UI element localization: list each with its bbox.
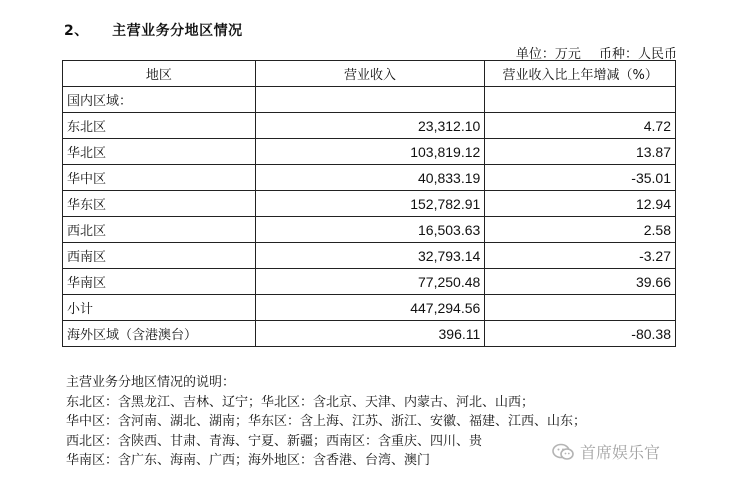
- row-region: 西南区: [63, 243, 256, 269]
- note-line: 东北区：含黑龙江、吉林、辽宁；华北区：含北京、天津、内蒙古、河北、山西；: [66, 394, 535, 410]
- table-row: [63, 217, 676, 243]
- watermark: [552, 440, 660, 463]
- note-line: 华南区：含广东、海南、广西；海外地区：含香港、台湾、澳门: [66, 453, 431, 468]
- regional-revenue-table: [62, 60, 676, 347]
- row-change: -3.27: [485, 243, 676, 269]
- subtotal-change: [485, 295, 676, 321]
- row-revenue: 32,793.14: [255, 243, 485, 269]
- header-change: 营业收入比上年增减（%）: [485, 61, 676, 87]
- subtotal-label: 小计: [63, 295, 256, 321]
- domestic-row: [63, 87, 676, 113]
- table-row: [63, 243, 676, 269]
- row-revenue: 40,833.19: [255, 165, 485, 191]
- section-number: 2、: [64, 23, 89, 39]
- header-region: 地区: [63, 61, 256, 87]
- table-row: [63, 165, 676, 191]
- table-row: [63, 269, 676, 295]
- section-heading: [64, 20, 243, 40]
- domestic-change-empty: [485, 87, 676, 113]
- row-change: 2.58: [485, 217, 676, 243]
- note-line: 华中区：含河南、湖北、湖南；华东区：含上海、江苏、浙江、安徽、福建、江西、山东；: [66, 414, 587, 429]
- table-header-row: [63, 61, 676, 87]
- wechat-icon: [552, 443, 574, 461]
- domestic-revenue-empty: [255, 87, 485, 113]
- row-revenue: 23,312.10: [255, 113, 485, 139]
- row-revenue: 152,782.91: [255, 191, 485, 217]
- row-change: 4.72: [485, 113, 676, 139]
- row-region: 华北区: [63, 139, 256, 165]
- overseas-row: [63, 321, 676, 347]
- row-region: 东北区: [63, 113, 256, 139]
- table-row: [63, 113, 676, 139]
- watermark-text: 首席娱乐官: [580, 443, 661, 462]
- row-change: 12.94: [485, 191, 676, 217]
- row-region: 西北区: [63, 217, 256, 243]
- note-line: 主营业务分地区情况的说明：: [66, 375, 236, 390]
- row-revenue: 103,819.12: [255, 139, 485, 165]
- row-change: 39.66: [485, 269, 676, 295]
- row-region: 华南区: [63, 269, 256, 295]
- row-region: 华东区: [63, 191, 256, 217]
- subtotal-row: [63, 295, 676, 321]
- row-change: 13.87: [485, 139, 676, 165]
- row-revenue: 16,503.63: [255, 217, 485, 243]
- unit-label: 单位：万元: [515, 47, 581, 62]
- row-revenue: 77,250.48: [255, 269, 485, 295]
- overseas-region: 海外区域（含港澳台）: [63, 321, 256, 347]
- table-row: [63, 139, 676, 165]
- overseas-change: -80.38: [485, 321, 676, 347]
- section-title: 主营业务分地区情况: [112, 23, 243, 39]
- overseas-revenue: 396.11: [255, 321, 485, 347]
- row-region: 华中区: [63, 165, 256, 191]
- note-line: 西北区：含陕西、甘肃、青海、宁夏、新疆；西南区：含重庆、四川、贵: [66, 433, 483, 449]
- row-change: -35.01: [485, 165, 676, 191]
- subtotal-revenue: 447,294.56: [255, 295, 485, 321]
- header-revenue: 营业收入: [255, 61, 485, 87]
- region-notes: [66, 373, 586, 471]
- table-row: [63, 191, 676, 217]
- domestic-label: 国内区域：: [63, 87, 256, 113]
- currency-label: 币种：人民币: [598, 47, 677, 62]
